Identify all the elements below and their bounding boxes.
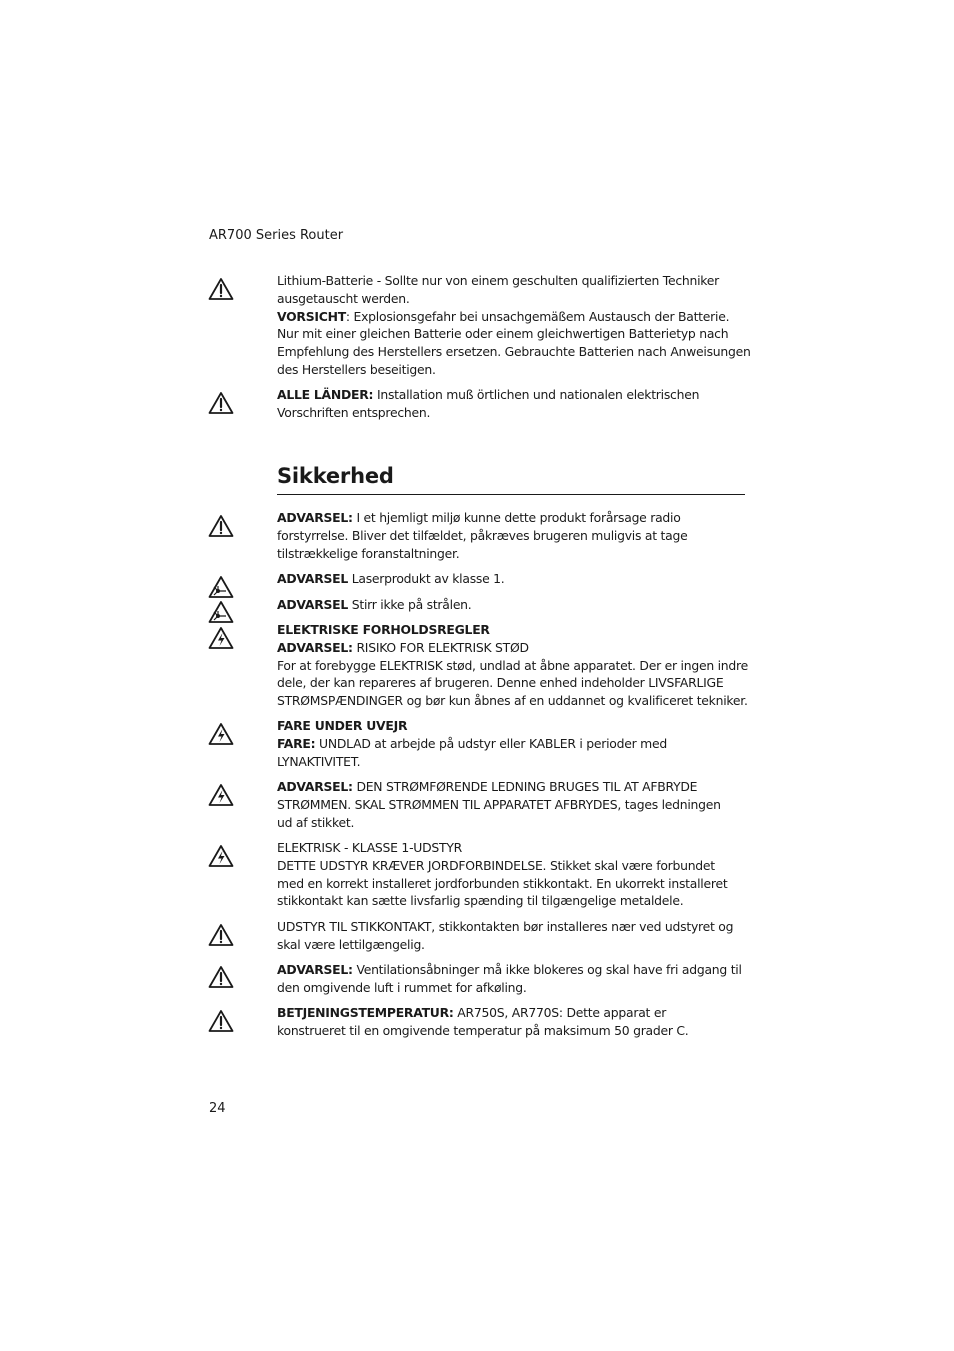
warning-triangle-icon bbox=[208, 923, 234, 947]
electric-shock-warning-icon bbox=[208, 722, 234, 746]
socket-outlet-note: UDSTYR TIL STIKKONTAKT, stikkontakten bør installeres nær ved udstyret og skal være lettilgængelig. bbox=[277, 919, 734, 952]
electric-shock-warning-icon bbox=[208, 844, 234, 868]
electric-shock-warning-icon bbox=[208, 626, 234, 650]
running-header: AR700 Series Router bbox=[209, 228, 344, 243]
ventilation-warning: ADVARSEL: Ventilationsåbninger må ikke blokeres og skal have fri adgang til den omgivende luft i rummet for afkøling. bbox=[277, 962, 742, 995]
page-number: 24 bbox=[209, 1101, 226, 1116]
radio-interference-warning: ADVARSEL: I et hjemligt miljø kunne dette produkt forårsage radio forstyrrelse. Bliver det tilfældet, påkræves brugeren muligvis at tage tilstrækkelige foranstaltninger. bbox=[277, 510, 688, 561]
warning-triangle-icon bbox=[208, 277, 234, 301]
laser-beam-warning: ADVARSEL Stirr ikke på strålen. bbox=[277, 597, 472, 612]
electrical-precautions: ELEKTRISKE FORHOLDSREGLER ADVARSEL: RISIKO FOR ELEKTRISK STØD For at forebygge ELEKTRISK stød, undlad at åbne apparatet. Der er ingen indre dele, der kan repareres af brugeren. Denne enhed indeholder LIVSFARLIGE STRØMSPÆNDINGER og bør kun åbnes af en uddannet og kvalificeret tekniker. bbox=[277, 622, 748, 709]
section-rule bbox=[277, 494, 745, 495]
warning-triangle-icon bbox=[208, 965, 234, 989]
warning-triangle-icon bbox=[208, 391, 234, 415]
section-title: Sikkerhed bbox=[277, 464, 394, 488]
warning-triangle-icon bbox=[208, 514, 234, 538]
electric-shock-warning-icon bbox=[208, 783, 234, 807]
laser-warning-icon bbox=[208, 600, 234, 624]
class1-equipment-warning: ELEKTRISK - KLASSE 1-UDSTYR DETTE UDSTYR KRÆVER JORDFORBINDELSE. Stikket skal være forbundet med en korrekt installeret jordforbunden stikkontakt. En ukorrekt installeret stikkontakt kan sætte livsfarlig spænding til tilgængelige metaldele. bbox=[277, 840, 728, 909]
storm-hazard-warning: FARE UNDER UVEJR FARE: UNDLAD at arbejde på udstyr eller KABLER i perioder med LYNAKTIVITET. bbox=[277, 718, 667, 769]
laser-class-warning: ADVARSEL Laserprodukt av klasse 1. bbox=[277, 571, 505, 586]
all-countries-de: ALLE LÄNDER: Installation muß örtlichen und nationalen elektrischen Vorschriften entsprechen. bbox=[277, 387, 700, 420]
warning-triangle-icon bbox=[208, 1009, 234, 1033]
battery-warning-de: Lithium-Batterie - Sollte nur von einem geschulten qualifizierten Techniker ausgetauscht werden. VORSICHT: Explosionsgefahr bei unsachgemäßem Austausch der Batterie. Nur mit einer gleichen Batterie oder einem gleichwertigen Batterietyp nach Empfehlung des Herstellers ersetzen. Gebrauchte Batterien nach Anweisungen des Herstellers beseitigen. bbox=[277, 273, 751, 377]
operating-temperature-note: BETJENINGSTEMPERATUR: AR750S, AR770S: Dette apparat er konstrueret til en omgivende temperatur på maksimum 50 grader C. bbox=[277, 1005, 689, 1038]
power-cord-warning: ADVARSEL: DEN STRØMFØRENDE LEDNING BRUGES TIL AT AFBRYDE STRØMMEN. SKAL STRØMMEN TIL APPARATET AFBRYDES, tages ledningen ud af stikket. bbox=[277, 779, 721, 830]
laser-warning-icon bbox=[208, 575, 234, 599]
